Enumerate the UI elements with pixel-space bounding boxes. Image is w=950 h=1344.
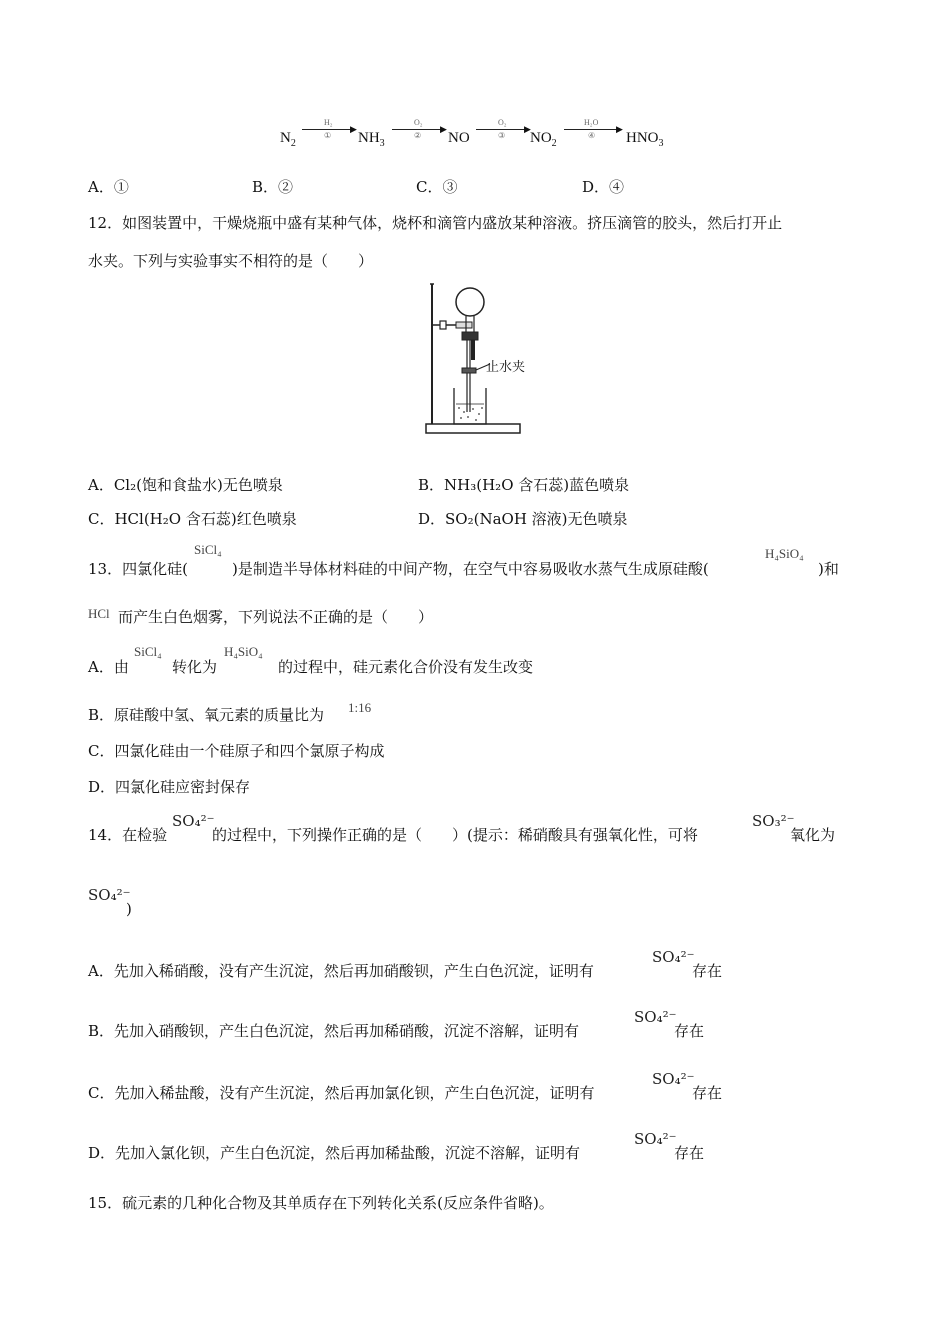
q14-stem-part4: ) — [126, 900, 132, 918]
ion-sulfite: SO₃²⁻ — [752, 812, 795, 830]
q14-stem-part3: 氧化为 — [790, 826, 836, 844]
q13-option-b[interactable]: B．原硅酸中氢、氧元素的质量比为 — [88, 706, 325, 724]
q11-option-a[interactable]: A．① — [88, 178, 129, 196]
mass-ratio: 1:16 — [348, 700, 372, 715]
q11-option-b[interactable]: B．② — [252, 178, 294, 196]
formula-sicl4: SiCl₄ — [134, 644, 162, 659]
formula-h4sio4: H₄SiO₄ — [224, 644, 263, 659]
ion-sulfate: SO₄²⁻ — [172, 812, 215, 830]
chain-species-n2: $N_2$ — [280, 130, 296, 149]
q13-stem-part1: 13．四氯化硅( — [88, 560, 188, 578]
q13-option-d[interactable]: D．四氯化硅应密封保存 — [88, 778, 251, 796]
q15-stem: 15．硫元素的几种化合物及其单质存在下列转化关系(反应条件省略)。 — [88, 1194, 554, 1212]
q12-stem-line2: 水夹。下列与实验事实不相符的是（ ） — [88, 252, 374, 270]
q12-option-d[interactable]: D．SO₂(NaOH 溶液)无色喷泉 — [418, 510, 628, 528]
ion-sulfate: SO₄²⁻ — [88, 886, 131, 904]
ion-sulfate: SO₄²⁻ — [634, 1008, 677, 1026]
q14-option-d[interactable]: D．先加入氯化钡，产生白色沉淀，然后再加稀盐酸，沉淀不溶解，证明有 — [88, 1144, 581, 1162]
fountain-apparatus-figure — [420, 280, 550, 440]
q11-option-d[interactable]: D．④ — [582, 178, 625, 196]
ion-sulfate: SO₄²⁻ — [634, 1130, 677, 1148]
chain-arrow-3: O₂ ▶ ③ — [476, 118, 534, 148]
stopcock-label: 止水夹 — [486, 360, 526, 375]
exist-label: 存在 — [674, 1144, 705, 1162]
q14-option-c[interactable]: C．先加入稀盐酸，没有产生沉淀，然后再加氯化钡，产生白色沉淀，证明有 — [88, 1084, 595, 1102]
chain-arrow-2: O₂ ▶ ② — [392, 118, 450, 148]
q11-option-c[interactable]: C．③ — [416, 178, 458, 196]
exist-label: 存在 — [692, 1084, 723, 1102]
chain-species-nh3: $NH_3$ — [358, 130, 385, 149]
q13-stem-part2: )是制造半导体材料硅的中间产物，在空气中容易吸收水蒸气生成原硅酸( — [232, 560, 709, 578]
q14-option-b[interactable]: B．先加入硝酸钡，产生白色沉淀，然后再加稀硝酸，沉淀不溶解，证明有 — [88, 1022, 580, 1040]
q13-option-a-part1[interactable]: A．由 — [88, 658, 129, 676]
apparatus-drawing — [420, 280, 550, 440]
q13-option-a-part2: 转化为 — [172, 658, 218, 676]
q13-stem-part4: 而产生白色烟雾，下列说法不正确的是（ ） — [118, 608, 434, 626]
exist-label: 存在 — [674, 1022, 705, 1040]
q13-option-a-part3: 的过程中，硅元素化合价没有发生改变 — [278, 658, 534, 676]
q14-stem-part2: 的过程中，下列操作正确的是（ ）(提示：稀硝酸具有强氧化性，可将 — [212, 826, 698, 844]
q12-option-a[interactable]: A．Cl₂(饱和食盐水)无色喷泉 — [88, 476, 283, 494]
formula-sicl4: SiCl₄ — [194, 542, 222, 557]
formula-hcl: HCl — [88, 606, 110, 621]
chain-arrow-4: H₂O ▶ ④ — [564, 118, 624, 148]
chain-species-no2: $NO_2$ — [530, 130, 557, 149]
formula-h4sio4: H₄SiO₄ — [765, 546, 804, 561]
chain-arrow-1: H₂ ▶ ① — [302, 118, 358, 148]
chain-species-hno3: $HNO_3$ — [626, 130, 664, 149]
q12-option-c[interactable]: C．HCl(H₂O 含石蕊)红色喷泉 — [88, 510, 297, 528]
q12-option-b[interactable]: B．NH₃(H₂O 含石蕊)蓝色喷泉 — [418, 476, 630, 494]
reaction-chain — [280, 118, 700, 158]
exist-label: 存在 — [692, 962, 723, 980]
q14-option-a[interactable]: A．先加入稀硝酸，没有产生沉淀，然后再加硝酸钡，产生白色沉淀，证明有 — [88, 962, 594, 980]
q12-stem-line1: 12．如图装置中，干燥烧瓶中盛有某种气体，烧杯和滴管内盛放某种溶液。挤压滴管的胶头，然后打开止 — [88, 214, 783, 232]
ion-sulfate: SO₄²⁻ — [652, 1070, 695, 1088]
q14-stem-part1: 14．在检验 — [88, 826, 168, 844]
q13-option-c[interactable]: C．四氯化硅由一个硅原子和四个氯原子构成 — [88, 742, 385, 760]
q13-stem-part3: )和 — [818, 560, 839, 578]
chain-species-no: NO — [448, 130, 470, 146]
ion-sulfate: SO₄²⁻ — [652, 948, 695, 966]
